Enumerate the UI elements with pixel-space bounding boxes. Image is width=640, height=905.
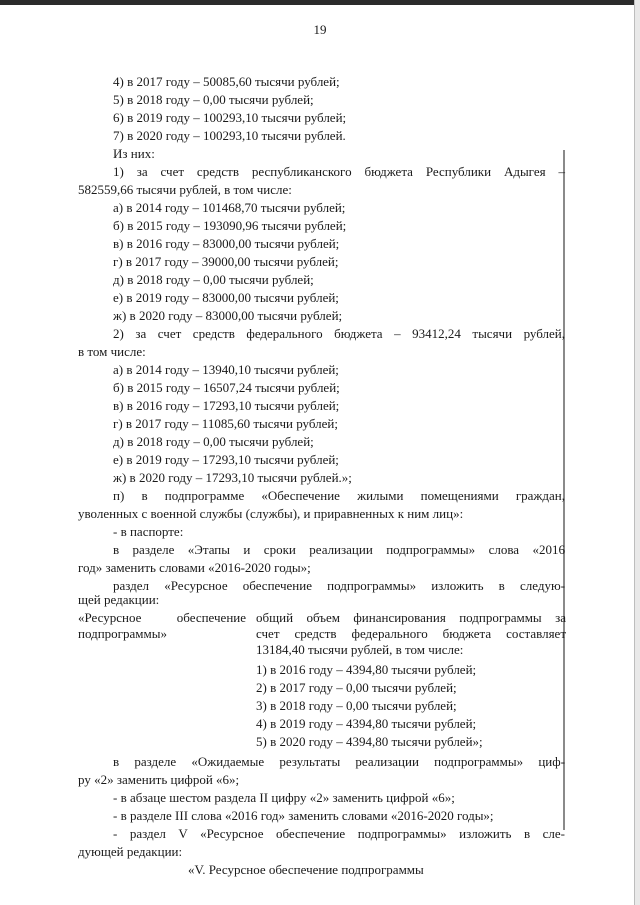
text-line: - раздел V «Ресурсное обеспечение подпрограммы» изложить в сле- — [113, 826, 565, 841]
federal-budget-line: в том числе: — [78, 344, 146, 359]
text-line: 6) в 2019 году – 100293,10 тысячи рублей; — [113, 110, 347, 125]
list-item: б) в 2015 году – 16507,24 тысячи рублей; — [113, 380, 340, 395]
list-item: г) в 2017 году – 11085,60 тысячи рублей; — [113, 416, 338, 431]
list-item: 2) в 2017 году – 0,00 тысячи рублей; — [256, 680, 457, 695]
text-line: 7) в 2020 году – 100293,10 тысячи рублей. — [113, 128, 346, 143]
resources-text-line: 13184,40 тысячи рублей, в том числе: — [256, 642, 464, 657]
resources-label-line: «Ресурсное обеспечение — [78, 610, 246, 625]
scan-edge-right — [634, 0, 640, 905]
list-item: д) в 2018 году – 0,00 тысячи рублей; — [113, 434, 314, 449]
subprogram-line: раздел «Ресурсное обеспечение подпрограммы» изложить в следую- — [113, 578, 565, 593]
list-item: а) в 2014 году – 13940,10 тысячи рублей; — [113, 362, 339, 377]
republic-budget-line: 1) за счет средств республиканского бюджета Республики Адыгея – — [113, 164, 565, 179]
list-item: в) в 2016 году – 17293,10 тысячи рублей; — [113, 398, 340, 413]
resources-label — [78, 610, 248, 642]
text-line: - в абзаце шестом раздела II цифру «2» заменить цифрой «6»; — [113, 790, 455, 805]
list-item: 4) в 2019 году – 4394,80 тысячи рублей; — [256, 716, 477, 731]
subprogram-line: год» заменить словами «2016-2020 годы»; — [78, 560, 311, 575]
subprogram-line: щей редакции: — [78, 592, 160, 607]
list-item: 5) в 2020 году – 4394,80 тысячи рублей»; — [256, 734, 483, 749]
section-heading: «V. Ресурсное обеспечение подпрограммы — [188, 862, 424, 877]
list-item: д) в 2018 году – 0,00 тысячи рублей; — [113, 272, 314, 287]
list-item: е) в 2019 году – 17293,10 тысячи рублей; — [113, 452, 339, 467]
resources-text — [256, 610, 566, 658]
list-item: 3) в 2018 году – 0,00 тысячи рублей; — [256, 698, 457, 713]
federal-budget-line: 2) за счет средств федерального бюджета – 93412,24 тысячи рублей, — [113, 326, 565, 341]
text-line: Из них: — [113, 146, 155, 161]
list-item: г) в 2017 году – 39000,00 тысячи рублей; — [113, 254, 339, 269]
text-line: 5) в 2018 году – 0,00 тысячи рублей; — [113, 92, 314, 107]
text-line: в разделе «Ожидаемые результаты реализации подпрограммы» циф- — [113, 754, 565, 769]
resources-label-line: подпрограммы» — [78, 626, 167, 641]
list-item: в) в 2016 году – 83000,00 тысячи рублей; — [113, 236, 340, 251]
scan-edge-top — [0, 0, 640, 5]
list-item: а) в 2014 году – 101468,70 тысячи рублей; — [113, 200, 346, 215]
subprogram-line: в разделе «Этапы и сроки реализации подпрограммы» слова «2016 — [113, 542, 565, 557]
list-item: 1) в 2016 году – 4394,80 тысячи рублей; — [256, 662, 477, 677]
subprogram-line: п) в подпрограмме «Обеспечение жилыми помещениями граждан, — [113, 488, 565, 503]
list-item: ж) в 2020 году – 83000,00 тысячи рублей; — [113, 308, 343, 323]
page-number: 19 — [313, 22, 327, 37]
list-item: б) в 2015 году – 193090,96 тысячи рублей; — [113, 218, 347, 233]
text-line: - в разделе III слова «2016 год» заменить словами «2016-2020 годы»; — [113, 808, 494, 823]
republic-budget-line: 582559,66 тысячи рублей, в том числе: — [78, 182, 292, 197]
resources-text-line: счет средств федерального бюджета составляет — [256, 626, 566, 641]
text-line: 4) в 2017 году – 50085,60 тысячи рублей; — [113, 74, 340, 89]
resources-text-line: общий объем финансирования подпрограммы за — [256, 610, 566, 625]
text-line: ру «2» заменить цифрой «6»; — [78, 772, 240, 787]
subprogram-line: уволенных с военной службы (службы), и приравненных к ним лиц»: — [78, 506, 464, 521]
subprogram-line: - в паспорте: — [113, 524, 184, 539]
list-item: е) в 2019 году – 83000,00 тысячи рублей; — [113, 290, 339, 305]
text-line: дующей редакции: — [78, 844, 183, 859]
list-item: ж) в 2020 году – 17293,10 тысячи рублей.»; — [113, 470, 352, 485]
